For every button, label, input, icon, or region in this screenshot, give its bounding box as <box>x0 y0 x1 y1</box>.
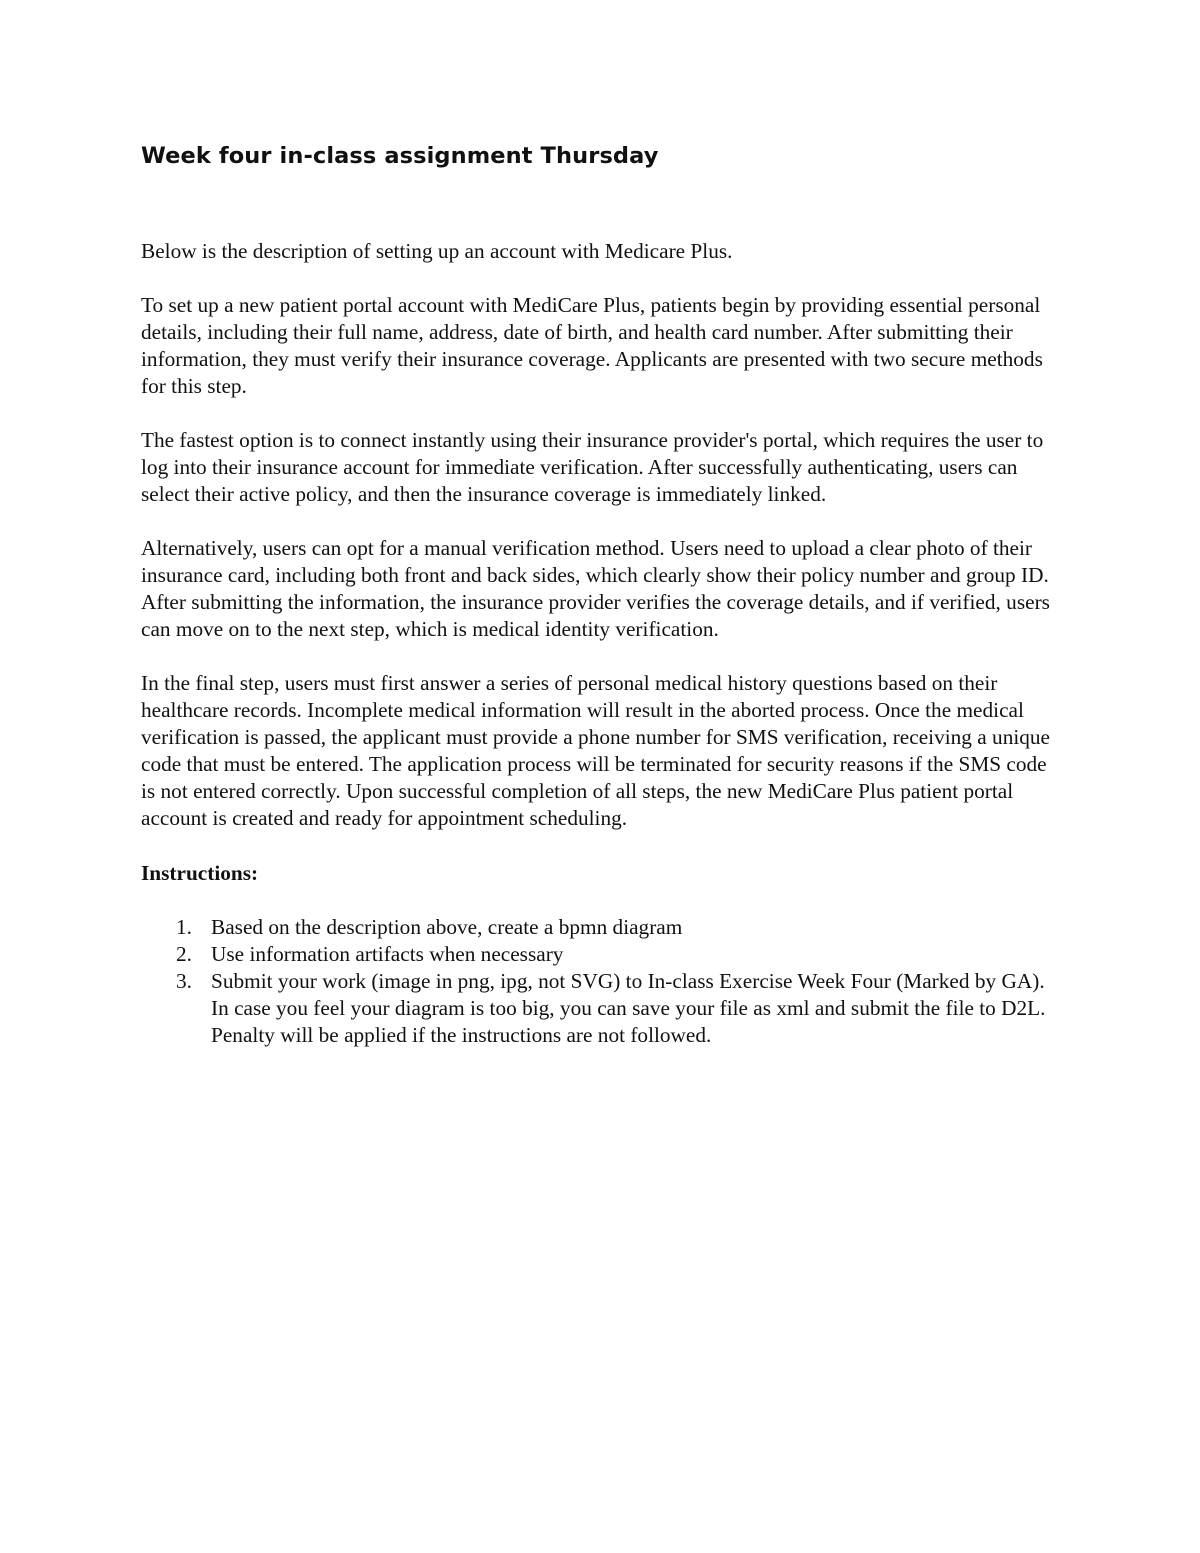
manual-verification-paragraph: Alternatively, users can opt for a manual verification method. Users need to upload a clear photo of their insurance card, including both front and back sides, which clearly show their policy number and group ID. After submitting the information, the insurance provider verifies the coverage details, and if verified, users can move on to the next step, which is medical identity verification. <box>141 536 1050 641</box>
instruction-number: 2. <box>176 942 192 966</box>
instruction-number: 1. <box>176 915 192 939</box>
instruction-number: 3. <box>176 969 192 993</box>
fast-verification-paragraph: The fastest option is to connect instantly using their insurance provider's portal, which requires the user to log into their insurance account for immediate verification. After successfully authenticating, users can select their active policy, and then the insurance coverage is immediately linked. <box>141 428 1044 506</box>
instructions-list <box>141 914 1061 1049</box>
document-body <box>141 140 1061 1049</box>
instruction-item <box>141 968 1061 1049</box>
document-title: Week four in-class assignment Thursday <box>141 143 659 169</box>
intro-paragraph: Below is the description of setting up an account with Medicare Plus. <box>141 239 733 263</box>
instruction-text: Based on the description above, create a bpmn diagram <box>211 915 683 939</box>
instruction-text: Use information artifacts when necessary <box>211 942 564 966</box>
instruction-item <box>141 941 1061 968</box>
account-setup-paragraph: To set up a new patient portal account with MediCare Plus, patients begin by providing essential personal details, including their full name, address, date of birth, and health card number. After submitting their information, they must verify their insurance coverage. Applicants are presented with two secure methods for this step. <box>141 293 1043 398</box>
final-step-paragraph: In the final step, users must first answer a series of personal medical history questions based on their healthcare records. Incomplete medical information will result in the aborted process. Once the medical verification is passed, the applicant must provide a phone number for SMS verification, receiving a unique code that must be entered. The application process will be terminated for security reasons if the SMS code is not entered correctly. Upon successful completion of all steps, the new MediCare Plus patient portal account is created and ready for appointment scheduling. <box>141 671 1051 830</box>
instructions-heading: Instructions: <box>141 861 259 885</box>
instruction-item <box>141 914 1061 941</box>
instruction-text: Submit your work (image in png, ipg, not SVG) to In-class Exercise Week Four (Marked by GA). In case you feel your diagram is too big, you can save your file as xml and submit the file to D2L. Penalty will be applied if the instructions are not followed. <box>211 969 1046 1047</box>
